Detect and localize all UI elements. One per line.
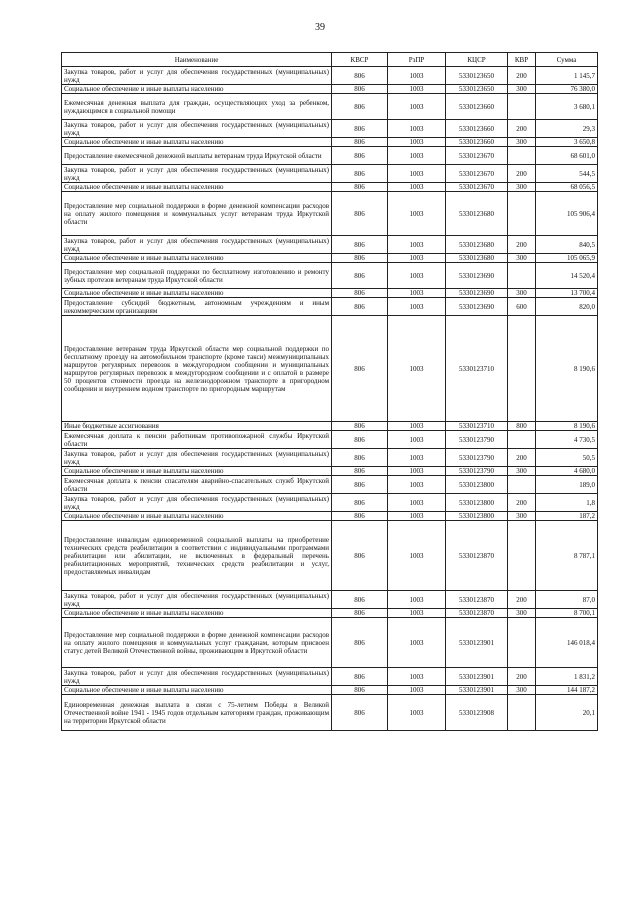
- cell-name: Закупка товаров, работ и услуг для обеспечения государственных (муниципальных) нужд: [62, 494, 332, 512]
- cell-kcsr: 5330123901: [446, 668, 508, 686]
- cell-rzpr: 1003: [388, 618, 446, 668]
- cell-sum: 1 145,7: [536, 67, 598, 85]
- cell-sum: 820,0: [536, 298, 598, 316]
- table-header-row: [62, 53, 598, 67]
- cell-kvr: 800: [508, 422, 536, 431]
- cell-kvr: 300: [508, 85, 536, 94]
- cell-kcsr: 5330123870: [446, 609, 508, 618]
- cell-name: Социальное обеспечение и иные выплаты населению: [62, 289, 332, 298]
- cell-kvr: 200: [508, 67, 536, 85]
- cell-kvsr: 806: [332, 147, 388, 165]
- table-row: [62, 316, 598, 422]
- cell-kvsr: 806: [332, 422, 388, 431]
- cell-sum: 87,0: [536, 591, 598, 609]
- cell-rzpr: 1003: [388, 67, 446, 85]
- table-row: [62, 263, 598, 289]
- header-kvr: КВР: [508, 53, 536, 67]
- cell-rzpr: 1003: [388, 494, 446, 512]
- cell-kvr: 200: [508, 120, 536, 138]
- table-row: [62, 236, 598, 254]
- cell-kvsr: 806: [332, 289, 388, 298]
- cell-kcsr: 5330123660: [446, 94, 508, 120]
- table-row: [62, 85, 598, 94]
- cell-rzpr: 1003: [388, 183, 446, 192]
- cell-kvsr: 806: [332, 192, 388, 236]
- cell-kcsr: 5330123690: [446, 298, 508, 316]
- cell-sum: 3 650,8: [536, 138, 598, 147]
- cell-sum: 1 831,2: [536, 668, 598, 686]
- cell-rzpr: 1003: [388, 476, 446, 494]
- cell-kvsr: 806: [332, 67, 388, 85]
- cell-kvsr: 806: [332, 254, 388, 263]
- cell-kvsr: 806: [332, 476, 388, 494]
- cell-kvr: 300: [508, 467, 536, 476]
- cell-sum: 8 700,1: [536, 609, 598, 618]
- cell-kcsr: 5330123790: [446, 431, 508, 449]
- cell-kvr: [508, 147, 536, 165]
- cell-kcsr: 5330123690: [446, 289, 508, 298]
- cell-kvsr: 806: [332, 695, 388, 731]
- cell-sum: 14 520,4: [536, 263, 598, 289]
- cell-kvsr: 806: [332, 686, 388, 695]
- cell-kcsr: 5330123908: [446, 695, 508, 731]
- cell-name: Предоставление мер социальной поддержки в форме денежной компенсации расходов на оплату жилого помещения и коммунальных услуг ветеранам труда Иркутской области: [62, 192, 332, 236]
- cell-rzpr: 1003: [388, 165, 446, 183]
- cell-kcsr: 5330123800: [446, 512, 508, 521]
- cell-name: Закупка товаров, работ и услуг для обеспечения государственных (муниципальных) нужд: [62, 67, 332, 85]
- cell-rzpr: 1003: [388, 120, 446, 138]
- cell-sum: 187,2: [536, 512, 598, 521]
- table-row: [62, 494, 598, 512]
- cell-kvr: [508, 618, 536, 668]
- cell-kvsr: 806: [332, 138, 388, 147]
- cell-kvr: [508, 94, 536, 120]
- cell-name: Социальное обеспечение и иные выплаты населению: [62, 686, 332, 695]
- cell-kcsr: 5330123650: [446, 67, 508, 85]
- table-row: [62, 668, 598, 686]
- table-row: [62, 449, 598, 467]
- cell-sum: 29,3: [536, 120, 598, 138]
- cell-rzpr: 1003: [388, 94, 446, 120]
- cell-rzpr: 1003: [388, 422, 446, 431]
- cell-kcsr: 5330123650: [446, 85, 508, 94]
- cell-name: Закупка товаров, работ и услуг для обеспечения государственных (муниципальных) нужд: [62, 120, 332, 138]
- cell-sum: 105 065,9: [536, 254, 598, 263]
- cell-kcsr: 5330123670: [446, 165, 508, 183]
- cell-sum: 13 700,4: [536, 289, 598, 298]
- cell-rzpr: 1003: [388, 85, 446, 94]
- cell-rzpr: 1003: [388, 521, 446, 591]
- cell-sum: 144 187,2: [536, 686, 598, 695]
- cell-kvsr: 806: [332, 431, 388, 449]
- cell-name: Закупка товаров, работ и услуг для обеспечения государственных (муниципальных) нужд: [62, 165, 332, 183]
- cell-kvr: 300: [508, 686, 536, 695]
- cell-rzpr: 1003: [388, 449, 446, 467]
- cell-kvr: 300: [508, 512, 536, 521]
- cell-name: Социальное обеспечение и иные выплаты населению: [62, 254, 332, 263]
- header-kcsr: КЦСР: [446, 53, 508, 67]
- cell-name: Предоставление мер социальной поддержки в форме денежной компенсации расходов на оплату жилого помещения и коммунальных услуг гражданам, которым присвоен статус детей Великой Отечественной войны, проживающим в Иркутской области: [62, 618, 332, 668]
- table-row: [62, 94, 598, 120]
- cell-rzpr: 1003: [388, 316, 446, 422]
- cell-name: Социальное обеспечение и иные выплаты населению: [62, 85, 332, 94]
- cell-kvsr: 806: [332, 512, 388, 521]
- cell-kvr: 300: [508, 609, 536, 618]
- cell-sum: 20,1: [536, 695, 598, 731]
- cell-rzpr: 1003: [388, 289, 446, 298]
- cell-kvr: 200: [508, 449, 536, 467]
- table-row: [62, 609, 598, 618]
- cell-kvr: 300: [508, 254, 536, 263]
- cell-sum: 4 680,0: [536, 467, 598, 476]
- cell-name: Предоставление субсидий бюджетным, автономным учреждениям и иным некоммерческим организациям: [62, 298, 332, 316]
- cell-name: Ежемесячная доплата к пенсии спасателям аварийно-спасательных служб Иркутской области: [62, 476, 332, 494]
- table-row: [62, 618, 598, 668]
- cell-rzpr: 1003: [388, 467, 446, 476]
- cell-name: Предоставление инвалидам единовременной социальной выплаты на приобретение технических средств реабилитации в соответствии с индивидуальными программами реабилитации или абилитации, не включенных в федеральный перечень реабилитационных мероприятий, технических средств реабилитации и услуг, предоставляемых инвалидам: [62, 521, 332, 591]
- table-row: [62, 165, 598, 183]
- cell-kvr: 600: [508, 298, 536, 316]
- cell-kvr: 200: [508, 165, 536, 183]
- cell-name: Ежемесячная денежная выплата для граждан, осуществляющих уход за ребенком, нуждающимся в социальной помощи: [62, 94, 332, 120]
- cell-kcsr: 5330123901: [446, 686, 508, 695]
- table-row: [62, 67, 598, 85]
- cell-kcsr: 5330123800: [446, 476, 508, 494]
- cell-kvsr: 806: [332, 494, 388, 512]
- cell-kvsr: 806: [332, 236, 388, 254]
- cell-kvsr: 806: [332, 449, 388, 467]
- table-row: [62, 695, 598, 731]
- cell-kvsr: 806: [332, 263, 388, 289]
- header-kvsr: КВСР: [332, 53, 388, 67]
- cell-rzpr: 1003: [388, 668, 446, 686]
- cell-sum: 146 018,4: [536, 618, 598, 668]
- table-row: [62, 521, 598, 591]
- cell-kvsr: 806: [332, 316, 388, 422]
- cell-sum: 840,5: [536, 236, 598, 254]
- cell-name: Предоставление мер социальной поддержки по бесплатному изготовлению и ремонту зубных протезов ветеранам труда Иркутской области: [62, 263, 332, 289]
- cell-rzpr: 1003: [388, 192, 446, 236]
- table-row: [62, 183, 598, 192]
- cell-kcsr: 5330123680: [446, 236, 508, 254]
- cell-sum: 105 906,4: [536, 192, 598, 236]
- cell-kcsr: 5330123870: [446, 521, 508, 591]
- cell-name: Социальное обеспечение и иные выплаты населению: [62, 183, 332, 192]
- cell-rzpr: 1003: [388, 147, 446, 165]
- table-row: [62, 289, 598, 298]
- cell-name: Единовременная денежная выплата в связи с 75-летием Победы в Великой Отечественной войне 1941 - 1945 годов отдельным категориям граждан, проживающим на территории Иркутской области: [62, 695, 332, 731]
- header-rzpr: РзПР: [388, 53, 446, 67]
- cell-kvsr: 806: [332, 591, 388, 609]
- cell-kvr: 200: [508, 668, 536, 686]
- cell-sum: 68 056,5: [536, 183, 598, 192]
- cell-kvsr: 806: [332, 85, 388, 94]
- cell-name: Предоставление ветеранам труда Иркутской области мер социальной поддержки по бесплатному проезду на автомобильном транспорте (кроме такси) межмуниципальных маршрутов регулярных перевозок в междугородном сообщении и муниципальных маршрутов регулярных перевозок в междугородном сообщении и с оплатой в размере 50 процентов стоимости проезда на железнодорожном транспорте в пригородном сообщении и внутреннем водном транспорте по пригородным маршрутам: [62, 316, 332, 422]
- cell-name: Иные бюджетные ассигнования: [62, 422, 332, 431]
- table-row: [62, 422, 598, 431]
- cell-rzpr: 1003: [388, 686, 446, 695]
- table-row: [62, 254, 598, 263]
- cell-name: Закупка товаров, работ и услуг для обеспечения государственных (муниципальных) нужд: [62, 668, 332, 686]
- cell-rzpr: 1003: [388, 298, 446, 316]
- cell-sum: 4 730,5: [536, 431, 598, 449]
- cell-name: Социальное обеспечение и иные выплаты населению: [62, 609, 332, 618]
- table-row: [62, 138, 598, 147]
- cell-kvsr: 806: [332, 618, 388, 668]
- cell-name: Предоставление ежемесячной денежной выплаты ветеранам труда Иркутской области: [62, 147, 332, 165]
- cell-kvsr: 806: [332, 668, 388, 686]
- cell-kcsr: 5330123660: [446, 120, 508, 138]
- cell-kcsr: 5330123710: [446, 422, 508, 431]
- cell-kvsr: 806: [332, 94, 388, 120]
- budget-table: [61, 52, 598, 731]
- cell-kvr: [508, 192, 536, 236]
- cell-rzpr: 1003: [388, 695, 446, 731]
- cell-kvsr: 806: [332, 120, 388, 138]
- cell-kvsr: 806: [332, 165, 388, 183]
- cell-rzpr: 1003: [388, 512, 446, 521]
- cell-kvr: [508, 316, 536, 422]
- cell-kvsr: 806: [332, 183, 388, 192]
- cell-kcsr: 5330123800: [446, 494, 508, 512]
- cell-kcsr: 5330123901: [446, 618, 508, 668]
- table-row: [62, 120, 598, 138]
- cell-kcsr: 5330123690: [446, 263, 508, 289]
- cell-sum: 8 190,6: [536, 316, 598, 422]
- cell-name: Закупка товаров, работ и услуг для обеспечения государственных (муниципальных) нужд: [62, 591, 332, 609]
- table-row: [62, 192, 598, 236]
- cell-rzpr: 1003: [388, 138, 446, 147]
- cell-kvsr: 806: [332, 609, 388, 618]
- table-row: [62, 147, 598, 165]
- cell-kcsr: 5330123680: [446, 192, 508, 236]
- cell-rzpr: 1003: [388, 591, 446, 609]
- cell-sum: 76 380,0: [536, 85, 598, 94]
- table-body: [62, 67, 598, 731]
- table-row: [62, 431, 598, 449]
- cell-kvr: 200: [508, 494, 536, 512]
- cell-kvr: [508, 431, 536, 449]
- cell-rzpr: 1003: [388, 254, 446, 263]
- cell-sum: 8 787,1: [536, 521, 598, 591]
- cell-kcsr: 5330123660: [446, 138, 508, 147]
- cell-kcsr: 5330123790: [446, 449, 508, 467]
- cell-kvr: [508, 695, 536, 731]
- cell-kvr: [508, 263, 536, 289]
- cell-name: Социальное обеспечение и иные выплаты населению: [62, 467, 332, 476]
- cell-kvsr: 806: [332, 521, 388, 591]
- cell-rzpr: 1003: [388, 263, 446, 289]
- cell-sum: 8 190,6: [536, 422, 598, 431]
- cell-kcsr: 5330123870: [446, 591, 508, 609]
- cell-kvr: 200: [508, 236, 536, 254]
- cell-kvr: 300: [508, 183, 536, 192]
- table-row: [62, 686, 598, 695]
- cell-kcsr: 5330123710: [446, 316, 508, 422]
- cell-kvsr: 806: [332, 467, 388, 476]
- table-row: [62, 512, 598, 521]
- cell-rzpr: 1003: [388, 236, 446, 254]
- header-name: Наименование: [62, 53, 332, 67]
- cell-name: Социальное обеспечение и иные выплаты населению: [62, 512, 332, 521]
- table-row: [62, 591, 598, 609]
- cell-kvsr: 806: [332, 298, 388, 316]
- cell-rzpr: 1003: [388, 431, 446, 449]
- cell-kvr: [508, 521, 536, 591]
- cell-kcsr: 5330123790: [446, 467, 508, 476]
- table-row: [62, 476, 598, 494]
- cell-rzpr: 1003: [388, 609, 446, 618]
- cell-sum: 50,5: [536, 449, 598, 467]
- cell-kcsr: 5330123670: [446, 147, 508, 165]
- cell-kcsr: 5330123680: [446, 254, 508, 263]
- cell-kvr: 300: [508, 289, 536, 298]
- header-sum: Сумма: [536, 53, 598, 67]
- cell-kvr: [508, 476, 536, 494]
- table-row: [62, 467, 598, 476]
- cell-kvr: 300: [508, 138, 536, 147]
- cell-name: Закупка товаров, работ и услуг для обеспечения государственных (муниципальных) нужд: [62, 449, 332, 467]
- table-row: [62, 298, 598, 316]
- cell-sum: 1,8: [536, 494, 598, 512]
- cell-sum: 189,0: [536, 476, 598, 494]
- cell-sum: 544,5: [536, 165, 598, 183]
- cell-name: Закупка товаров, работ и услуг для обеспечения государственных (муниципальных) нужд: [62, 236, 332, 254]
- cell-name: Социальное обеспечение и иные выплаты населению: [62, 138, 332, 147]
- cell-sum: 68 601,0: [536, 147, 598, 165]
- cell-kcsr: 5330123670: [446, 183, 508, 192]
- cell-sum: 3 680,1: [536, 94, 598, 120]
- page-number: 39: [315, 22, 325, 33]
- cell-name: Ежемесячная доплата к пенсии работникам противопожарной службы Иркутской области: [62, 431, 332, 449]
- cell-kvr: 200: [508, 591, 536, 609]
